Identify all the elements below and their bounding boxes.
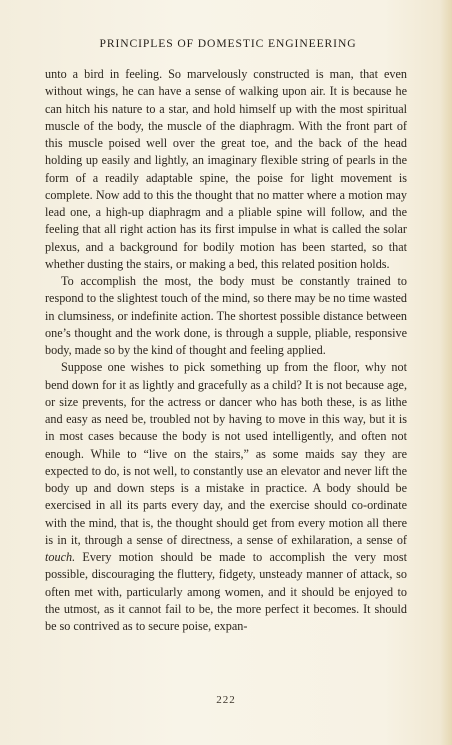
paragraph-3-continuation: Every motion should be made to accomplish the very most possible, discouraging the fluttery, fidgety, unsteady manner of attack, so often met with, particularly among women, and it should be enjoyed to the utmost, as it cannot fail to be, the more perfect it becomes. It should be so contrived as to secure poise, expan- [45, 550, 408, 633]
paragraph-3-text: Suppose one wishes to pick something up from the floor, why not bend down for it as lightly and gracefully as a child? It is not because age, or size prevents, for the actress or dancer who has both these, is as lithe and easy as need be, troubled not by having to move in this way, but it is in most cases because the body is not used intelligently, and often not enough. While to “live on the stairs,” as some maids say they are expected to do, is not well, to constantly use an elevator and never lift the body up and down steps is a mistake in practice. A body should be exercised in all its parts every day, and the exercise should co-ordinate with the mind, that is, the thought should get from every motion all there is in it, through a sense of directness, a sense of exhilaration, a sense of [45, 360, 407, 547]
body-text [45, 66, 407, 635]
page-number: 222 [216, 694, 236, 706]
running-head: PRINCIPLES OF DOMESTIC ENGINEERING [99, 37, 357, 50]
paragraph-1: unto a bird in feeling. So marvelously constructed is man, that even without wings, he can have a sense of walking upon air. It is because he can hitch his nature to a star, and hold himself up with the most spiritual muscle of the body, the muscle of the diaphragm. With the front part of this muscle poised well over the great toe, and the back of the head holding up easily and lightly, an imaginary flexible string of pearls in the form of a readily adaptable spine, the poise for light movement is complete. Now add to this the thought that no matter where a motion may lead one, a high-up diaphragm and a pliable spine will follow, and the feeling that all right action has its first impulse in what is called the solar plexus, and a background for bodily motion has been started, so that whether dusting the stairs, or making a bed, this related position holds. [45, 67, 407, 271]
page-edge-shadow [440, 0, 452, 745]
emphasis-touch: touch. [45, 550, 76, 564]
paragraph-2: To accomplish the most, the body must be constantly trained to respond to the slightest touch of the mind, so there may be no time wasted in clumsiness, or indefinite action. The shortest possible distance between one’s thought and the work done, is through a supple, pliable, responsive body, made so by the kind of thought and feeling applied. [45, 274, 407, 357]
paragraph-3 [45, 359, 407, 635]
